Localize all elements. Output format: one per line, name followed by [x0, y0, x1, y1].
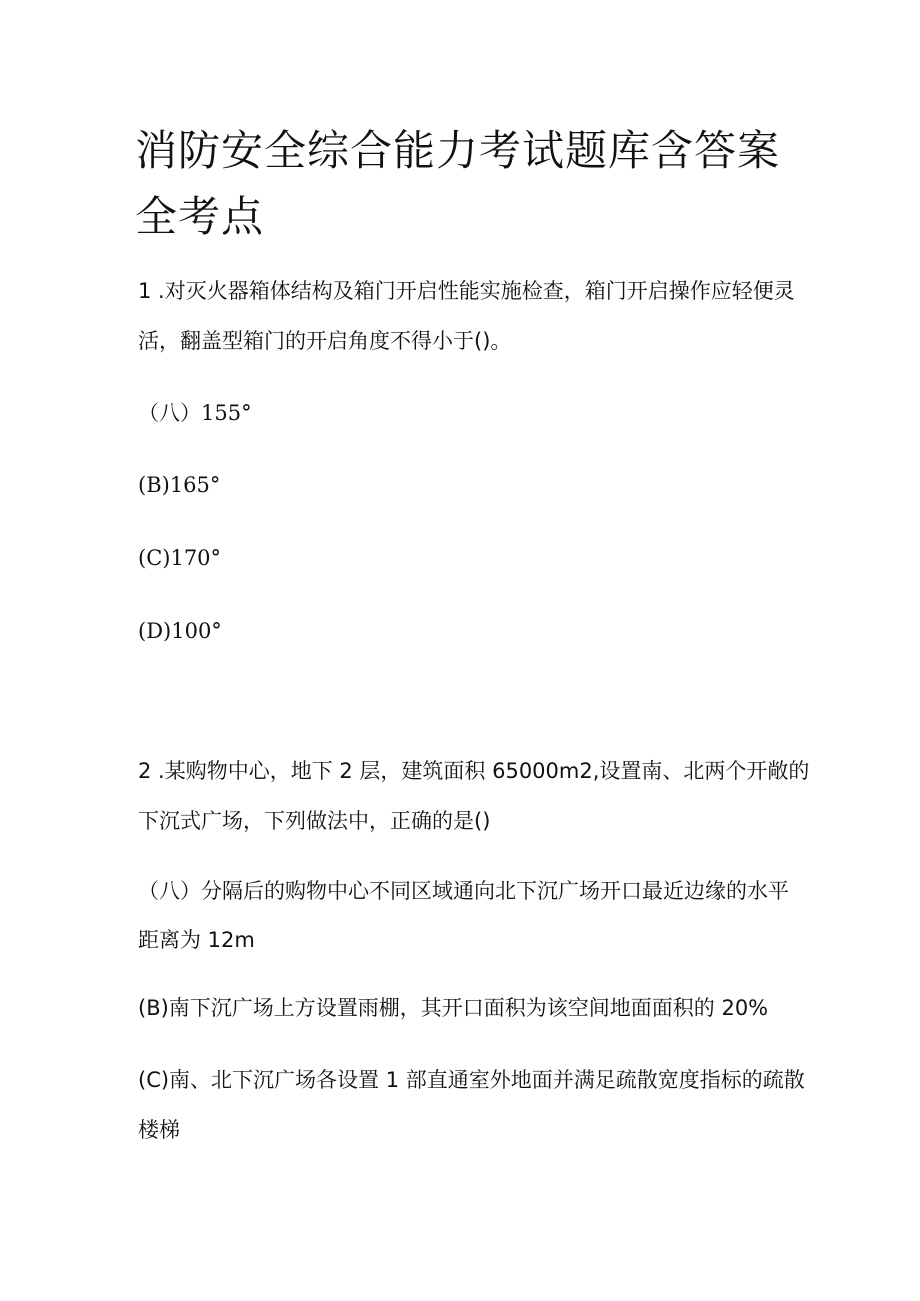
question-1-option-b: (B)165°: [138, 473, 221, 497]
question-1-text-line-2: 活，翻盖型箱门的开启角度不得小于()。: [138, 329, 512, 353]
question-2-text-line-2: 下沉式广场，下列做法中，正确的是(): [138, 809, 491, 833]
question-1-option-d: (D)100°: [138, 619, 222, 643]
question-1-text-line-1: 1 .对灭火器箱体结构及箱门开启性能实施检查，箱门开启操作应轻便灵: [138, 279, 795, 303]
question-2-option-a-line-2: 距离为 12m: [138, 928, 255, 952]
question-2-text-line-1: 2 .某购物中心，地下 2 层，建筑面积 65000m2,设置南、北两个开敞的: [138, 759, 810, 783]
question-1-option-c: (C)170°: [138, 546, 222, 570]
question-2-option-b: (B)南下沉广场上方设置雨棚，其开口面积为该空间地面面积的 20%: [138, 996, 769, 1020]
document-title: 消防安全综合能力考试题库含答案全考点: [135, 126, 781, 241]
question-2-option-a-line-1: （八）分隔后的购物中心不同区域通向北下沉广场开口最近边缘的水平: [138, 879, 789, 903]
question-1-option-a: （八）155°: [138, 401, 252, 425]
question-2-option-c-line-1: (C)南、北下沉广场各设置 1 部直通室外地面并满足疏散宽度指标的疏散: [138, 1068, 805, 1092]
question-2-option-c-line-2: 楼梯: [138, 1118, 180, 1142]
